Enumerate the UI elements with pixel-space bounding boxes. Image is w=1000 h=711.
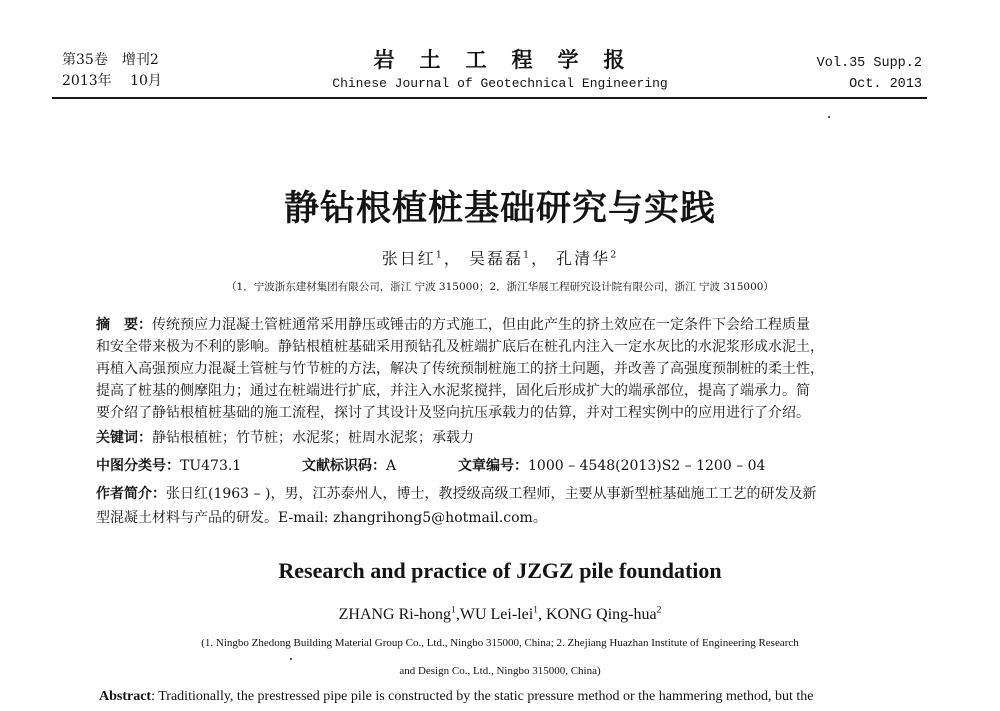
bio-label: 作者简介： [96,486,166,502]
author-name: ,WU Lei-lei [455,606,534,623]
header-date-cn: 2013年 10月 [62,73,162,89]
journal-name-en: Chinese Journal of Geotechnical Engineering [332,76,668,91]
author-bio-line: 型混凝土材料与产品的研发。E-mail: zhangrihong5@hotmail.com。 [96,510,547,526]
doc-code-value: A [386,458,397,474]
author-name: , KONG Qing-hua [537,606,657,623]
abstract-cn-line: 再植入高强预应力混凝土管桩与竹节桩的方法，解决了传统预制桩施工的挤土问题，并改善了高强度预制桩的柔土性， [96,361,824,377]
author-name: 张日红 [381,249,436,268]
paper-title-en: Research and practice of JZGZ pile foundation [278,558,722,583]
paper-title-cn: 静钻根植桩基础研究与实践 [283,188,716,229]
keywords-label: 关键词： [96,430,152,446]
article-number [458,455,765,477]
abstract-label-cn: 摘 要： [96,317,152,333]
classification-row [96,455,241,477]
doc-code-label: 文献标识码： [302,458,386,474]
author-list-cn: 张日红$^1$， 吴磊磊$^1$， 孔清华$^2$ [381,249,619,268]
header-volume-cn: 第35卷 增刊2 [62,52,159,68]
abstract-cn-line: 提高了桩基的侧摩阻力；通过在桩端进行扩底，并注入水泥浆搅拌，固化后形成扩大的端承部位，提高了端承力。简 [96,383,810,399]
scan-speck [290,658,292,660]
abstract-cn-line: 和安全带来极为不利的影响。静钻根植桩基础采用预钻孔及桩端扩底后在桩孔内注入一定水灰比的水泥浆形成水泥土， [96,339,824,355]
document-code [302,455,396,477]
author-list-en: ZHANG Ri-hong$^1$,WU Lei-lei$^1$, KONG Qing-hua$^2$ [338,604,662,623]
header-rule [52,97,927,99]
scan-speck [828,116,830,118]
affiliation-en-line: (1. Ningbo Zhedong Building Material Group Co., Ltd., Ningbo 315000, China; 2. Zhejiang Huazhan Institute of Engineering Research [201,637,799,649]
article-no-label: 文章编号： [458,458,528,474]
clc-label: 中图分类号： [96,458,180,474]
affiliation-cn: （1．宁波浙东建材集团有限公司，浙江 宁波 315000；2．浙江华展工程研究设计院有限公司，浙江 宁波 315000） [226,281,774,293]
abstract-cn-line: 摘 要：传统预应力混凝土管桩通常采用静压或锤击的方式施工，但由此产生的挤土效应在一定条件下会给工程质量 [96,317,810,333]
abstract-cn-line: 要介绍了静钻根植桩基础的施工流程，探讨了其设计及竖向抗压承载力的估算，并对工程实例中的应用进行了介绍。 [96,405,810,421]
header-volume-en: Vol.35 Supp.2 [816,56,922,71]
author-name: 吴磊磊 [468,249,523,268]
abstract-en-line: Abstract: Traditionally, the prestressed pipe pile is constructed by the static pressure method or the hammering method, but the [99,689,814,704]
affiliation-en-line: and Design Co., Ltd., Ningbo 315000, China) [399,665,601,677]
abstract-label-en: Abstract [99,689,152,704]
article-no-value: 1000 – 4548(2013)S2 – 1200 – 04 [528,458,766,474]
journal-name-cn: 岩 土 工 程 学 报 [373,47,627,72]
clc-value: TU473.1 [180,458,242,474]
author-bio-line: 作者简介：张日红(1963 – )，男，江苏泰州人，博士，教授级高级工程师，主要从事新型桩基础施工工艺的研发及新 [96,486,817,502]
keywords-cn: 关键词：静钻根植桩；竹节桩；水泥浆；桩周水泥浆；承载力 [96,430,474,446]
author-name: 孔清华 [556,249,611,268]
author-name: ZHANG Ri-hong [338,606,452,623]
header-date-en: Oct. 2013 [849,77,922,92]
